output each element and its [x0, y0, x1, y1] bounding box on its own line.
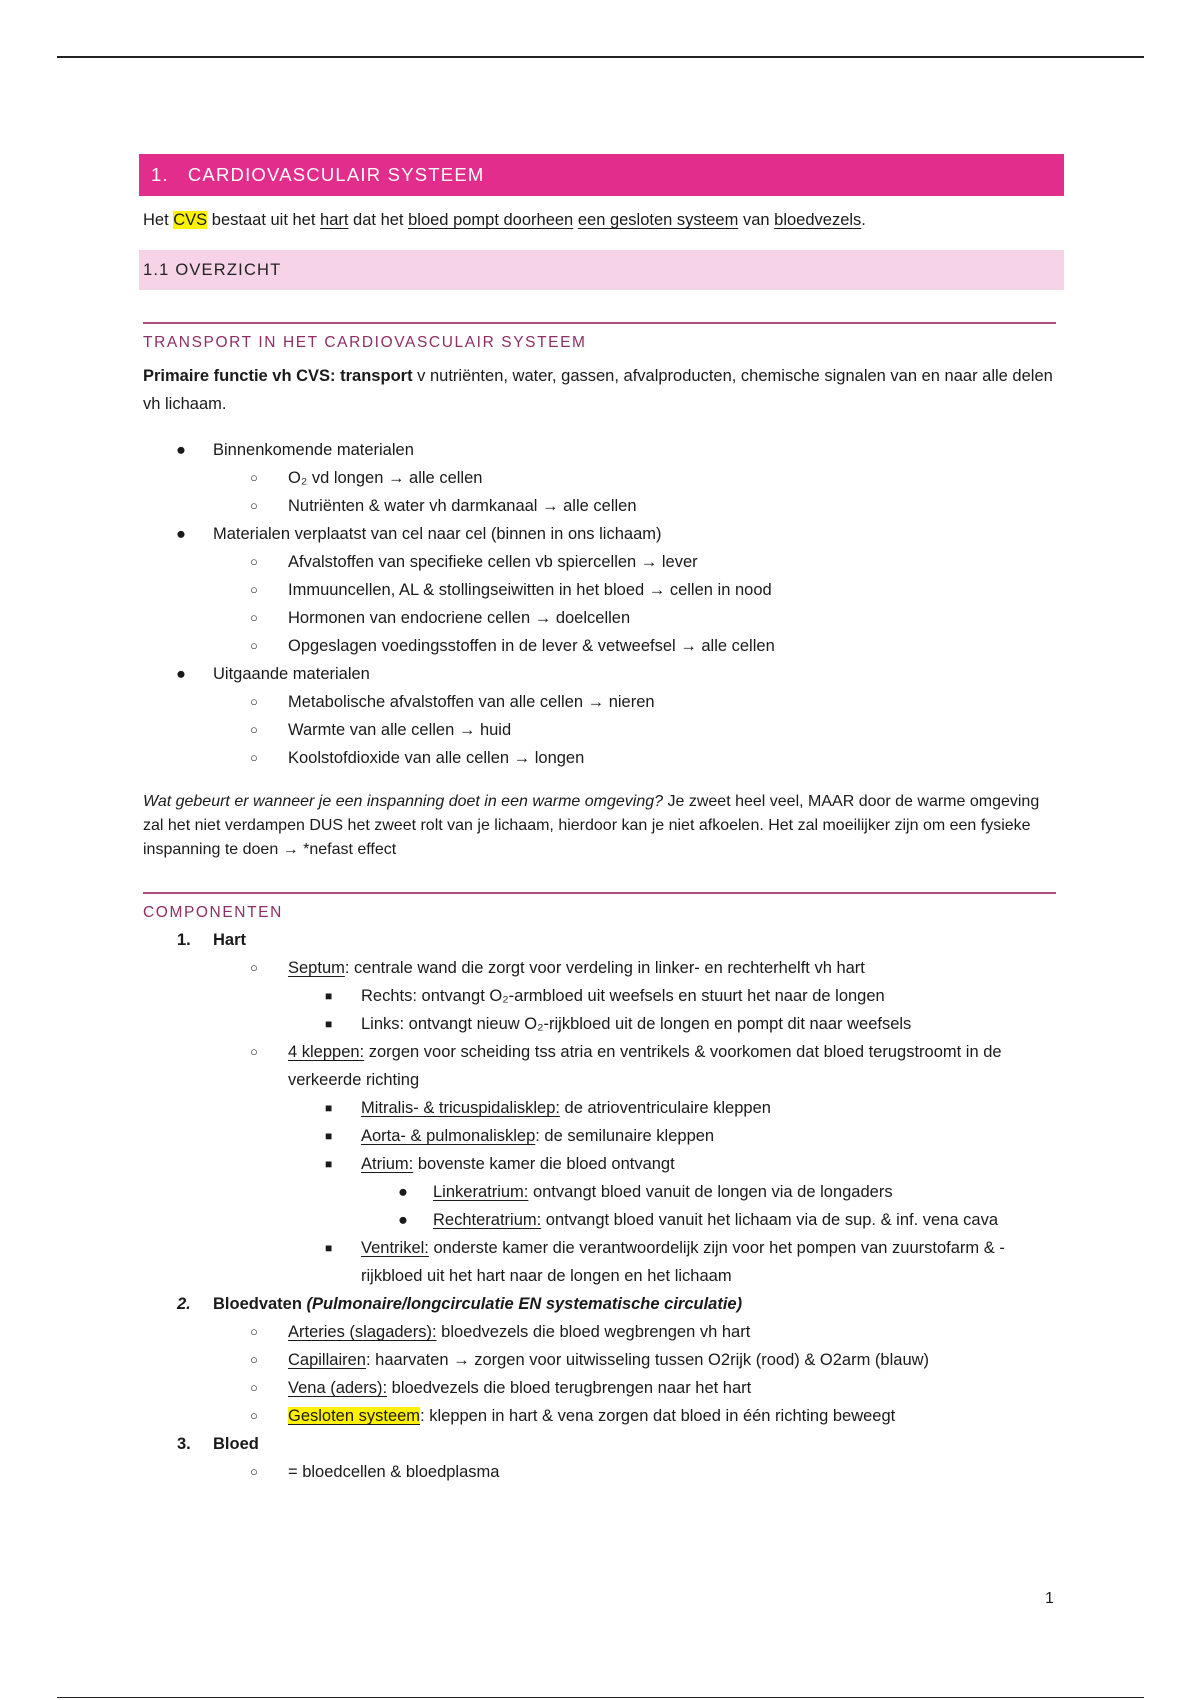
header-rule	[57, 56, 1144, 58]
heading-1-number: 1.	[151, 164, 169, 185]
list-item: ○ Metabolische afvalstoffen van alle cellen → nieren	[250, 693, 655, 711]
list-item: ■ Atrium: bovenste kamer die bloed ontvangt	[325, 1155, 675, 1173]
list-item: ○ = bloedcellen & bloedplasma	[250, 1463, 500, 1481]
transport-lead: Primaire functie vh CVS: transport v nutriënten, water, gassen, afvalproducten, chemische signalen van en naar alle delen vh lichaam.	[143, 367, 1053, 413]
question-paragraph: Wat gebeurt er wanneer je een inspanning doet in een warme omgeving? Je zweet heel veel, MAAR door de warme omgeving zal het niet verdampen DUS het zweet rolt van je lichaam, hierdoor kan je niet afkoelen. Het zal moeilijker zijn om een fysieke inspanning te doen → *nefast effect	[143, 793, 1040, 858]
page-number: 1	[1045, 1590, 1054, 1607]
list-item: ○ Vena (aders): bloedvezels die bloed terugbrengen naar het hart	[250, 1379, 752, 1397]
list-item: ○ Afvalstoffen van specifieke cellen vb spiercellen → lever	[250, 553, 698, 571]
heading-1-title: CARDIOVASCULAIR SYSTEEM	[187, 164, 485, 185]
list-item: ■ Rechts: ontvangt O₂-armbloed uit weefsels en stuurt het naar de longen	[325, 987, 885, 1005]
list-item: ■ Links: ontvangt nieuw O₂-rijkbloed uit de longen en pompt dit naar weefsels	[325, 1015, 912, 1033]
list-item: ● Uitgaande materialen	[176, 665, 370, 683]
list-item: ■ Ventrikel: onderste kamer die verantwoordelijk zijn voor het pompen van zuurstofarm & -rijkbloed uit het hart naar de longen en het lichaam	[325, 1239, 1005, 1285]
list-item: ● Rechteratrium: ontvangt bloed vanuit het lichaam via de sup. & inf. vena cava	[398, 1211, 998, 1229]
heading-1	[139, 154, 1064, 196]
heading-2-overzicht: 1.1 OVERZICHT	[139, 250, 1064, 290]
list-item: ○ Warmte van alle cellen → huid	[250, 721, 512, 739]
heading-componenten: COMPONENTEN	[143, 904, 283, 921]
list-item: ● Materialen verplaatst van cel naar cel (binnen in ons lichaam)	[176, 525, 662, 543]
list-item: ○ Capillairen: haarvaten → zorgen voor uitwisseling tussen O2rijk (rood) & O2arm (blauw)	[250, 1351, 930, 1369]
section-rule-transport	[143, 322, 1056, 324]
intro-paragraph: Het CVS bestaat uit het hart dat het bloed pompt doorheen een gesloten systeem van bloedvezels.	[143, 211, 866, 229]
list-item: ○ 4 kleppen: zorgen voor scheiding tss atria en ventrikels & voorkomen dat bloed terugstroomt in de verkeerde richting	[250, 1043, 1002, 1089]
list-item: ○ Koolstofdioxide van alle cellen → longen	[250, 749, 585, 767]
components-list	[139, 926, 1064, 1486]
document-body	[139, 154, 1064, 1486]
highlight-gesloten-systeem: Gesloten systeem	[288, 1407, 421, 1425]
list-item: ● Linkeratrium: ontvangt bloed vanuit de longen via de longaders	[398, 1183, 893, 1201]
list-item-bloedvaten: 2. Bloedvaten (Pulmonaire/longcirculatie EN systematische circulatie)	[177, 1295, 743, 1313]
list-item: ○ Gesloten systeem: kleppen in hart & vena zorgen dat bloed in één richting beweegt	[250, 1407, 896, 1425]
list-item: ○ Hormonen van endocriene cellen → doelcellen	[250, 609, 631, 627]
list-item: ● Binnenkomende materialen	[176, 441, 414, 459]
list-item: ○ Arteries (slagaders): bloedvezels die bloed wegbrengen vh hart	[250, 1323, 751, 1341]
list-item: ■ Aorta- & pulmonalisklep: de semilunaire kleppen	[325, 1127, 715, 1145]
highlight-cvs: CVS	[173, 211, 208, 229]
section-rule-componenten	[143, 892, 1056, 894]
list-item: ■ Mitralis- & tricuspidalisklep: de atrioventriculaire kleppen	[325, 1099, 771, 1117]
list-item: ○ O₂ vd longen → alle cellen	[250, 469, 483, 487]
list-item: ○ Septum: centrale wand die zorgt voor verdeling in linker- en rechterhelft vh hart	[250, 959, 865, 977]
list-item: ○ Opgeslagen voedingsstoffen in de lever & vetweefsel → alle cellen	[250, 637, 775, 655]
list-item: ○ Immuuncellen, AL & stollingseiwitten in het bloed → cellen in nood	[250, 581, 772, 599]
transport-list	[139, 436, 1064, 772]
list-item-hart: 1. Hart	[177, 931, 247, 949]
list-item-bloed: 3. Bloed	[177, 1435, 259, 1453]
list-item: ○ Nutriënten & water vh darmkanaal → alle cellen	[250, 497, 637, 515]
heading-transport: TRANSPORT IN HET CARDIOVASCULAIR SYSTEEM	[143, 334, 587, 351]
footer-rule	[57, 1697, 1144, 1698]
